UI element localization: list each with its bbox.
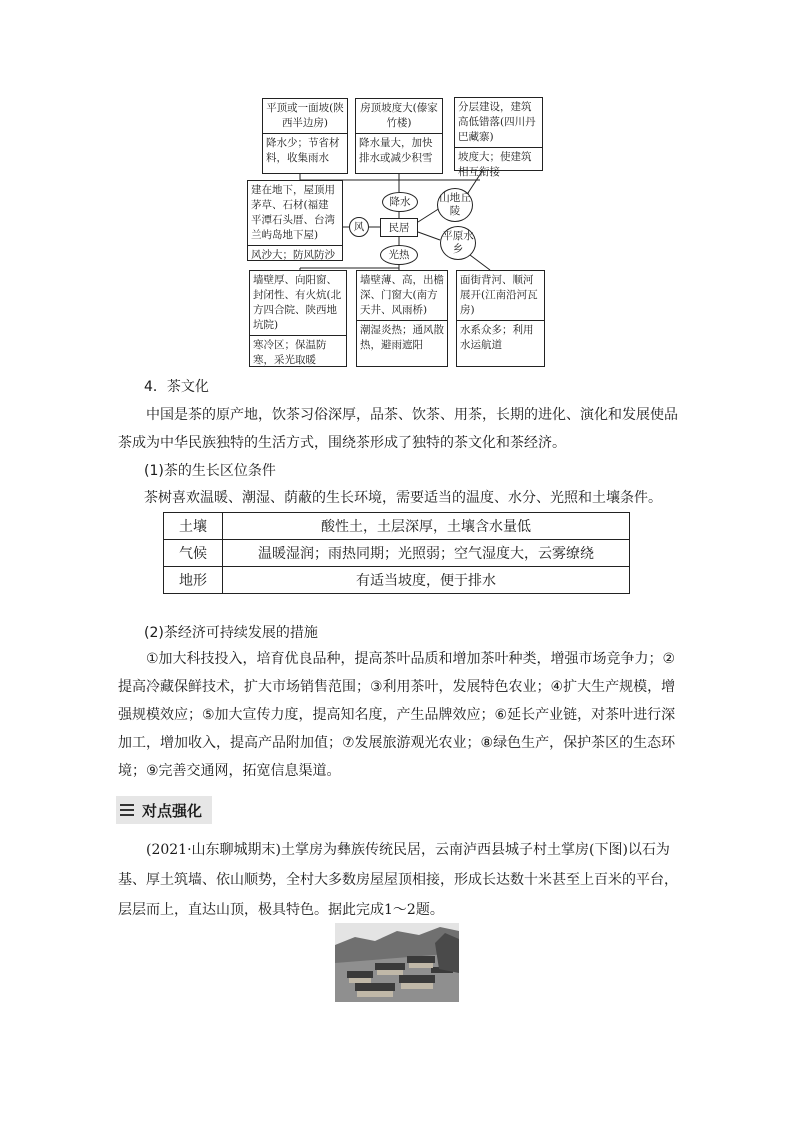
section-list-icon — [120, 804, 134, 816]
section-title: 对点强化 — [142, 801, 203, 820]
box-bottom-text: 降水量大，加快排水或减少积雪 — [359, 137, 433, 164]
factor-wind: 风 — [349, 217, 369, 237]
table-row — [164, 513, 630, 540]
tea-intro-paragraph: 中国是茶的原产地，饮茶习俗深厚，品茶、饮茶、用茶，长期的进化、演化和发展使品茶成为中华民族独特的生活方式，围绕茶形成了独特的茶文化和茶经济。 — [118, 407, 678, 451]
table-cell-key: 土壤 — [164, 513, 223, 540]
table-cell-value: 酸性土，土层深厚，土壤含水量低 — [223, 513, 630, 540]
factor-light: 光热 — [380, 245, 418, 265]
tuzhang-house-photo — [335, 923, 459, 1002]
diagram-box-north — [249, 270, 347, 367]
heading-tea-culture: 4．茶文化 — [144, 379, 209, 395]
sustainable-measures-text: ①加大科技投入，培育优良品种，提高茶叶品质和增加茶叶种类，增强市场竞争力；②提高冷藏保鲜技术，扩大市场销售范围；③利用茶叶，发展特色农业；④扩大生产规模，增强规模效应；⑤加大宣传力度，提高知名度，产生品牌效应；⑥延长产业链，对茶叶进行深加工，增加收入，提高产品附加值；⑦发展旅游观光农业；⑧绿色生产，保护茶区的生态环境；⑨完善交通网，拓宽信息渠道。 — [118, 651, 676, 779]
box-top-text: 面街背河、顺河展开(江南沿河瓦房) — [457, 271, 544, 321]
box-top-text: 分层建设，建筑高低错落(四川丹巴藏寨) — [455, 98, 542, 148]
factor-plain: 平原水乡 — [440, 226, 476, 260]
table-cell-key: 气候 — [164, 540, 223, 567]
factor-rain: 降水 — [382, 192, 418, 212]
box-top-text: 墙壁薄、高，出檐深、门窗大(南方天井、风雨桥) — [357, 271, 447, 321]
diagram-box-dai — [355, 98, 443, 174]
box-bottom-text: 风沙大；防风防沙 — [251, 249, 335, 261]
tea-conditions-table — [163, 512, 630, 594]
table-row — [164, 540, 630, 567]
table-row — [164, 567, 630, 594]
diagram-box-shaanxi — [262, 98, 348, 174]
diagram-box-south — [356, 270, 448, 367]
residence-diagram — [0, 0, 794, 380]
table-cell-value: 温暖湿润；雨热同期；光照弱；空气湿度大，云雾缭绕 — [223, 540, 630, 567]
box-bottom-text: 水系众多；利用水运航道 — [460, 324, 534, 351]
box-bottom-text: 坡度大；使建筑相互衔接 — [458, 151, 532, 178]
diagram-box-jiangnan — [456, 270, 545, 367]
box-bottom-text: 潮湿炎热；通风散热，避雨遮阳 — [360, 324, 444, 351]
section-header — [116, 796, 212, 824]
subheading-sustainable-measures: (2)茶经济可持续发展的措施 — [144, 625, 318, 641]
growth-conditions-text: 茶树喜欢温暖、潮湿、荫蔽的生长环境，需要适当的温度、水分、光照和土壤条件。 — [144, 490, 662, 506]
question-paragraph: (2021·山东聊城期末)土掌房为彝族传统民居，云南泸西县城子村土掌房(下图)以石为基、厚土筑墙、依山顺势，全村大多数房屋屋顶相接，形成长达数十米甚至上百米的平台，层层而上，直达山顶，极具特色。据此完成1～2题。 — [118, 842, 678, 918]
diagram-box-sichuan — [454, 97, 543, 178]
box-top-text: 房顶坡度大(傣家竹楼) — [356, 99, 442, 134]
table-cell-key: 地形 — [164, 567, 223, 594]
box-top-text: 建在地下，屋顶用茅草、石材(福建平潭石头厝、台湾兰屿岛地下屋) — [248, 181, 342, 246]
diagram-box-underground — [247, 180, 343, 261]
factor-mountain: 山地丘陵 — [437, 188, 473, 222]
box-top-text: 墙壁厚、向阳窗、封闭性、有火炕(北方四合院、陕西地坑院) — [250, 271, 346, 336]
table-cell-value: 有适当坡度，便于排水 — [223, 567, 630, 594]
box-top-text: 平顶或一面坡(陕西半边房) — [263, 99, 347, 134]
center-residence: 民居 — [380, 218, 418, 237]
box-bottom-text: 降水少；节省材料，收集雨水 — [266, 137, 340, 164]
subheading-growth-conditions: (1)茶的生长区位条件 — [144, 463, 276, 479]
box-bottom-text: 寒冷区；保温防寒，采光取暖 — [253, 339, 327, 366]
